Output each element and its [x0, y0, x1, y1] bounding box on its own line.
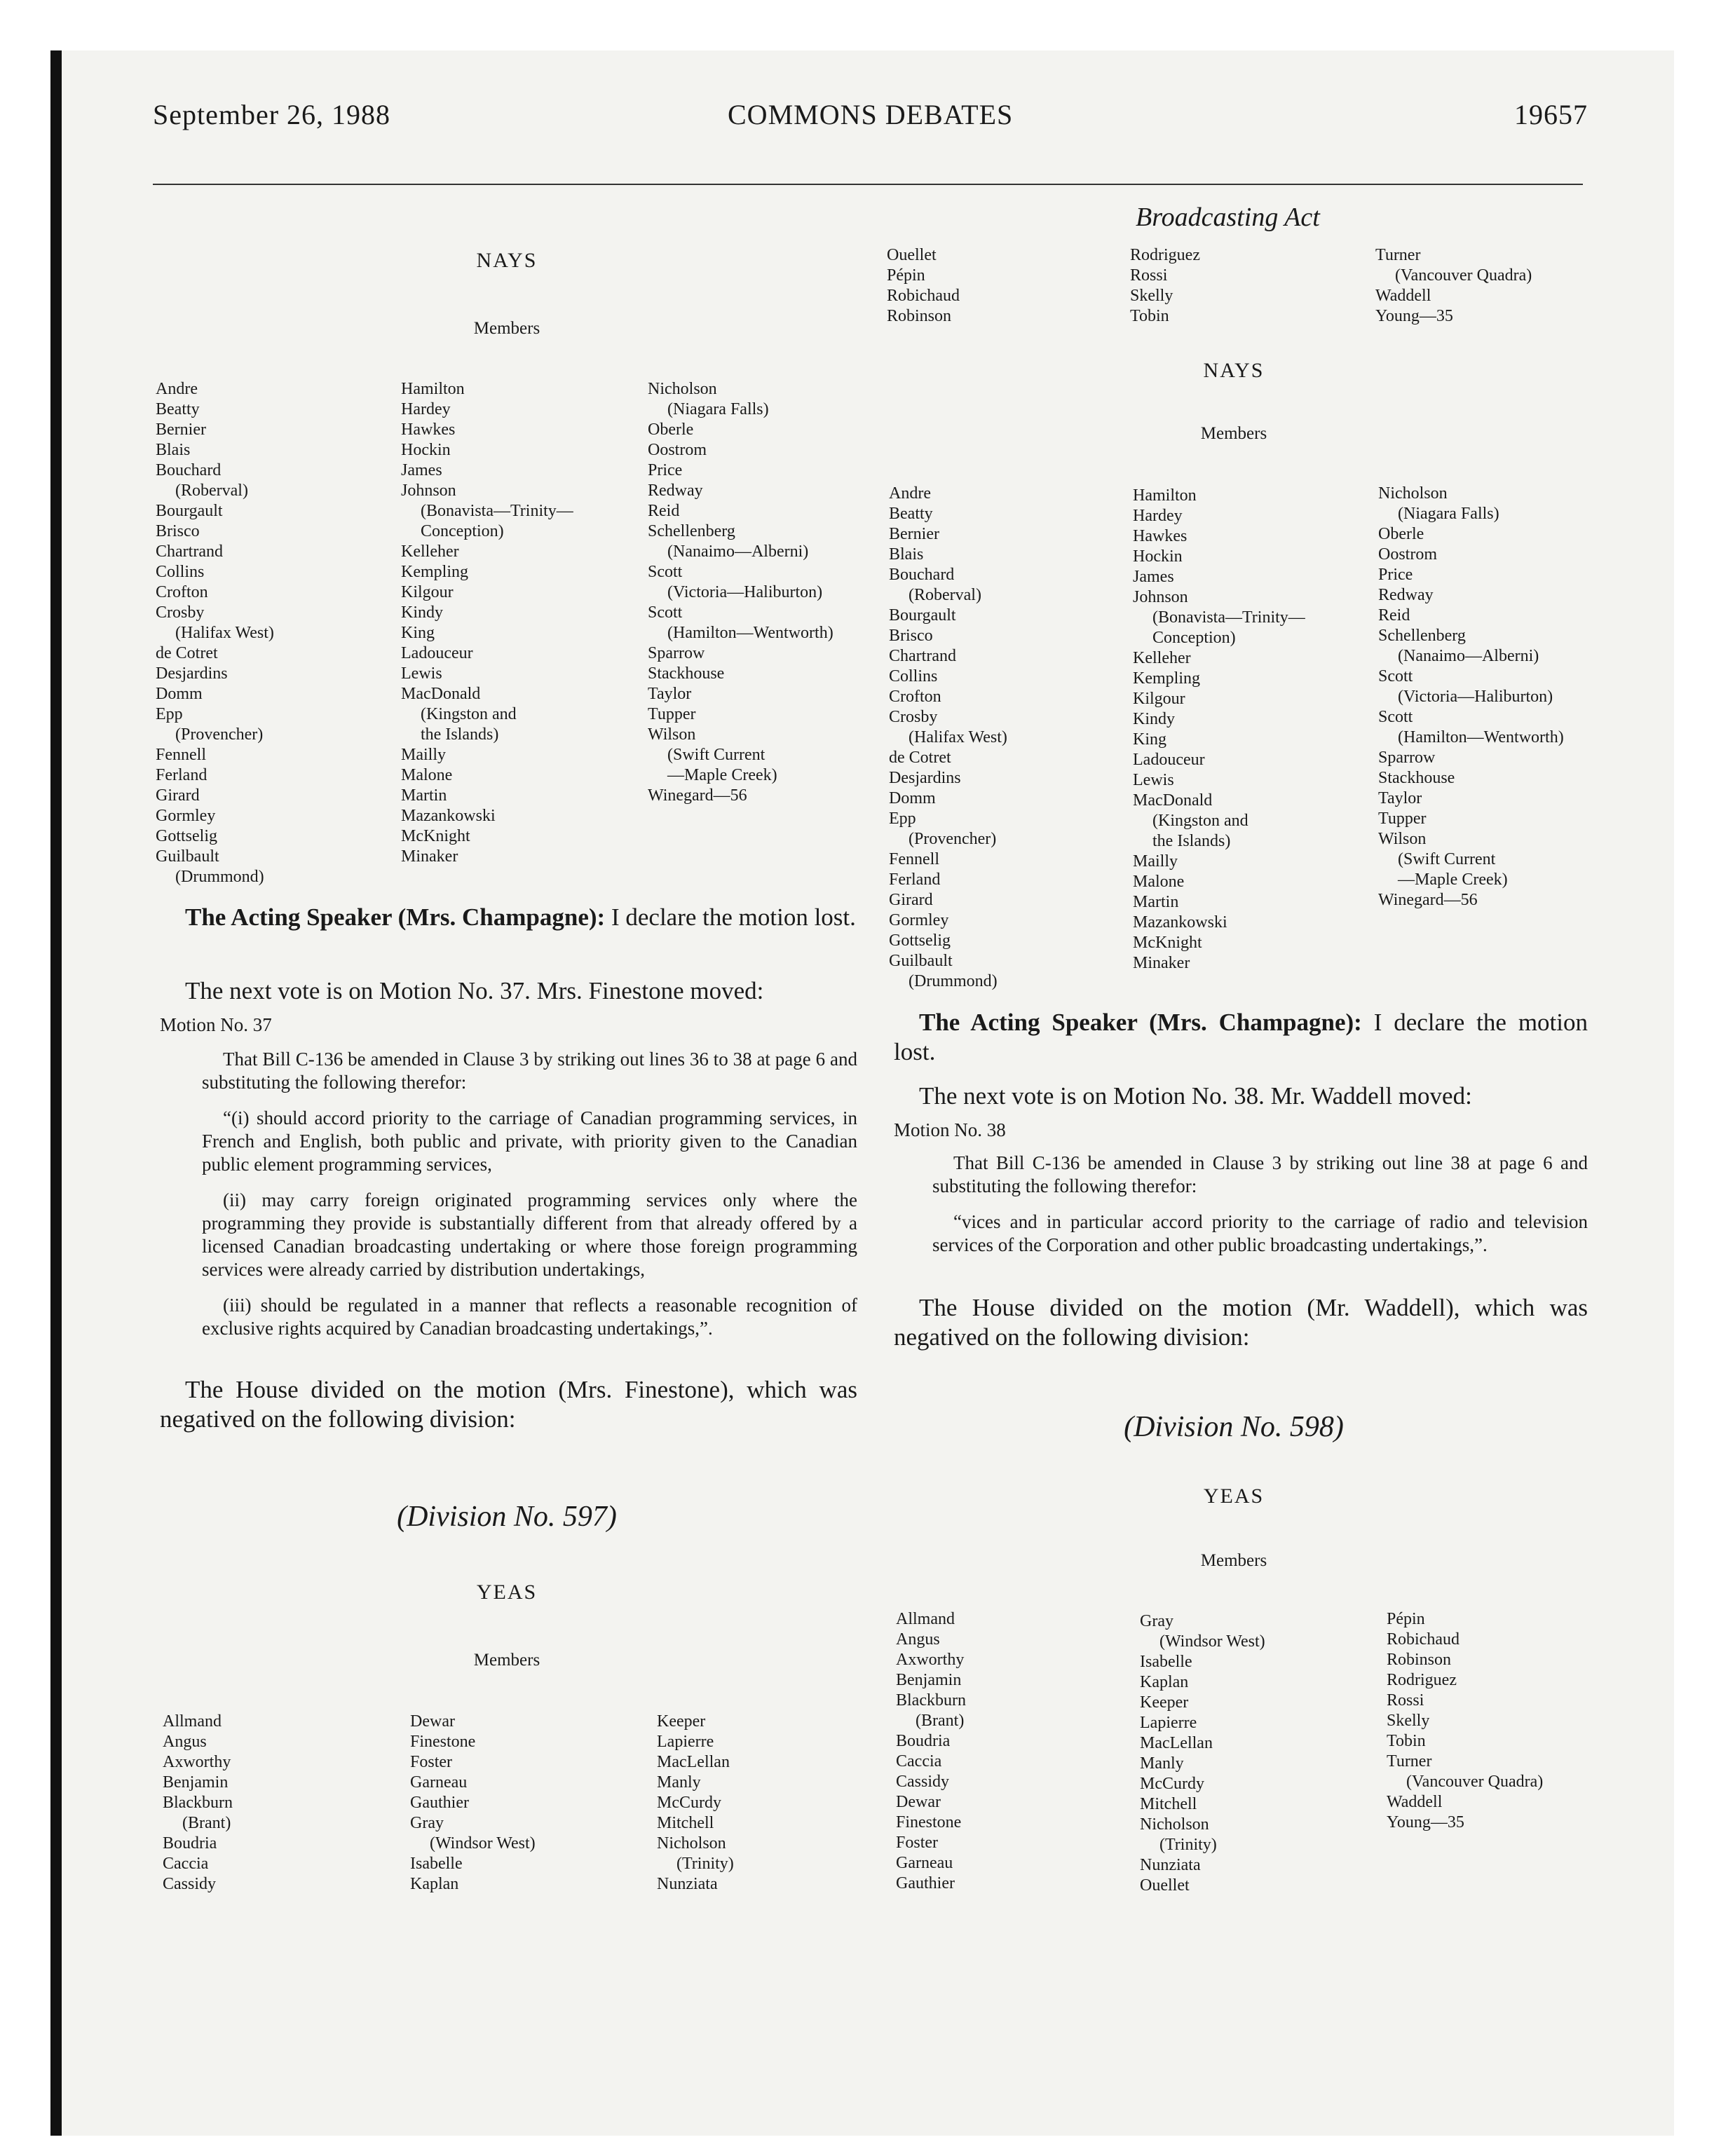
member-name: Lewis [1133, 771, 1174, 789]
member-name: Bourgault [889, 606, 956, 625]
right-yeas-column-1 [896, 1609, 966, 1894]
member-name: Crosby [156, 603, 205, 622]
member-name: Hamilton [1133, 486, 1197, 505]
member-name: (Kingston and [421, 705, 517, 723]
member-name: Garneau [896, 1854, 953, 1872]
member-name: Taylor [648, 685, 692, 703]
right-yeas-heading: YEAS [1203, 1485, 1265, 1508]
member-name: Mailly [1133, 852, 1178, 871]
member-name: Stackhouse [648, 664, 725, 683]
member-name: Gormley [889, 911, 949, 929]
member-name: (Vancouver Quadra) [1395, 266, 1532, 285]
right-next-vote: The next vote is on Motion No. 38. Mr. Waddell moved: [919, 1082, 1472, 1110]
left-speaker-paragraph [160, 903, 857, 932]
left-house-divided: The House divided on the motion (Mrs. Finestone), which was negatived on the following division: [160, 1376, 857, 1433]
member-name: Waddell [1375, 287, 1431, 305]
left-motion-label: Motion No. 37 [160, 1014, 272, 1035]
member-name: Fennell [889, 850, 939, 868]
member-name: Skelly [1387, 1712, 1430, 1730]
member-name: Martin [1133, 893, 1179, 911]
member-name: Oostrom [1378, 545, 1437, 564]
member-name: MacLellan [657, 1753, 730, 1771]
member-name: Nicholson [1378, 484, 1448, 503]
member-name: Kaplan [1140, 1673, 1189, 1691]
right-nays-column-2 [1133, 486, 1305, 974]
left-speaker-name: The Acting Speaker (Mrs. Champagne): [185, 903, 606, 931]
member-name: Lapierre [657, 1733, 714, 1751]
member-name: (Halifax West) [175, 624, 274, 642]
member-name: (Brant) [916, 1712, 965, 1730]
member-name: Blackburn [896, 1691, 966, 1710]
member-name: —Maple Creek) [667, 766, 777, 784]
member-name: Ferland [889, 871, 941, 889]
member-name: Young—35 [1387, 1813, 1464, 1831]
member-name: Gray [1140, 1612, 1173, 1630]
member-name: Gray [410, 1814, 444, 1832]
member-name: (Victoria—Haliburton) [1398, 688, 1553, 706]
member-name: Sparrow [648, 644, 705, 662]
member-name: Kempling [1133, 669, 1200, 688]
member-name: Tobin [1130, 307, 1169, 325]
member-name: Kaplan [410, 1875, 459, 1893]
member-name: McKnight [1133, 934, 1202, 952]
member-name: Isabelle [1140, 1653, 1192, 1671]
member-name: Scott [1378, 667, 1413, 685]
member-name: Garneau [410, 1773, 468, 1792]
right-house-divided: The House divided on the motion (Mr. Waddell), which was negatived on the following division: [894, 1294, 1588, 1351]
member-name: Wilson [648, 725, 696, 744]
left-motion-clause-2: (ii) may carry foreign originated programming services only where the programming they provide is substantially different from that already offered by a licensed Canadian broadcasting undertaking or where those foreign programming services were already carried by distribution undertakings, [202, 1189, 857, 1280]
member-name: Redway [1378, 586, 1434, 604]
member-name: Tupper [648, 705, 696, 723]
member-name: Chartrand [889, 647, 956, 665]
member-name: Benjamin [163, 1773, 229, 1792]
left-motion-clause-3: (iii) should be regulated in a manner that reflects a reasonable recognition of exclusive rights acquired by Canadian broadcasting undertakings,”. [202, 1295, 857, 1339]
right-motion-label: Motion No. 38 [894, 1119, 1006, 1140]
member-name: (Trinity) [676, 1855, 734, 1873]
member-name: Gottselig [889, 932, 951, 950]
member-name: Mazankowski [1133, 913, 1227, 932]
member-name: MacDonald [401, 685, 481, 703]
member-name: Brisco [889, 627, 933, 645]
member-name: Caccia [896, 1752, 942, 1770]
member-name: Hockin [1133, 547, 1183, 566]
member-name: (Niagara Falls) [667, 400, 769, 418]
member-name: (Vancouver Quadra) [1406, 1773, 1544, 1791]
member-name: Kilgour [1133, 690, 1185, 708]
member-name: Manly [1140, 1754, 1184, 1773]
member-name: Schellenberg [1378, 627, 1466, 645]
member-name: Dewar [410, 1712, 455, 1731]
member-name: Guilbault [889, 952, 953, 970]
member-name: Martin [401, 786, 447, 805]
member-name: Blais [156, 441, 191, 459]
member-name: Price [648, 461, 683, 479]
member-name: Epp [156, 705, 183, 723]
left-motion-text [202, 1048, 857, 1353]
member-name: Mitchell [657, 1814, 714, 1832]
member-name: (Bonavista—Trinity— [1152, 608, 1305, 627]
member-name: Oostrom [648, 441, 707, 459]
member-name: Robinson [887, 307, 952, 325]
member-name: Hawkes [401, 421, 456, 439]
member-name: Ferland [156, 766, 207, 784]
member-name: Minaker [401, 847, 458, 866]
member-name: Angus [896, 1630, 940, 1649]
member-name: Axworthy [896, 1651, 965, 1669]
member-name: Beatty [156, 400, 200, 418]
member-name: Finestone [410, 1733, 476, 1751]
member-name: (Hamilton—Wentworth) [667, 624, 834, 642]
member-name: Bernier [889, 525, 939, 543]
member-name: Collins [156, 563, 205, 581]
member-name: (Windsor West) [1159, 1632, 1265, 1651]
right-yeas-column-2 [1140, 1611, 1265, 1896]
left-yeas-members-label: Members [473, 1651, 540, 1670]
right-motion-clause-1: “vices and in particular accord priority to the carriage of radio and television services of the Corporation and other public broadcasting undertakings,”. [932, 1211, 1588, 1255]
member-name: Ladouceur [1133, 751, 1205, 769]
member-name: Scott [648, 603, 683, 622]
right-motion-text [932, 1152, 1588, 1269]
member-name: (Brant) [182, 1814, 231, 1832]
member-name: Kempling [401, 563, 468, 581]
header-date: September 26, 1988 [153, 99, 391, 130]
member-name: (Niagara Falls) [1398, 505, 1499, 523]
header-page-number: 19657 [1514, 99, 1588, 130]
left-motion-clause-1: “(i) should accord priority to the carriage of Canadian programming services, in French and English, both public and private, with priority given to the Canadian public element programming services, [202, 1107, 857, 1175]
member-name: Waddell [1387, 1793, 1443, 1811]
member-name: Foster [410, 1753, 452, 1771]
member-name: Andre [889, 484, 931, 503]
member-name: de Cotret [156, 644, 218, 662]
member-name: Young—35 [1375, 307, 1453, 325]
member-name: Reid [648, 502, 680, 520]
member-name: Minaker [1133, 954, 1190, 972]
member-name: Reid [1378, 606, 1410, 625]
member-name: McCurdy [657, 1794, 721, 1812]
header-publication: COMMONS DEBATES [728, 99, 1014, 130]
right-speaker-text: I declare the motion lost. [894, 1009, 1588, 1065]
member-name: Hardey [401, 400, 451, 418]
member-name: Pépin [1387, 1610, 1425, 1628]
member-name: Gottselig [156, 827, 217, 845]
member-name: Oberle [648, 421, 694, 439]
right-top-column-1 [887, 245, 960, 327]
member-name: Schellenberg [648, 522, 735, 540]
member-name: Lapierre [1140, 1714, 1197, 1732]
member-name: de Cotret [889, 749, 951, 767]
member-name: Boudria [163, 1834, 217, 1853]
left-nays-members-label: Members [473, 319, 540, 338]
member-name: Dewar [896, 1793, 941, 1811]
left-nays-column-3 [648, 379, 834, 806]
member-name: Crofton [156, 583, 208, 601]
member-name: Fennell [156, 746, 206, 764]
member-name: Scott [648, 563, 683, 581]
member-name: the Islands) [1152, 832, 1231, 850]
left-motion-intro: That Bill C-136 be amended in Clause 3 by striking out lines 36 to 38 at page 6 and substituting the following therefor: [202, 1049, 857, 1093]
member-name: Tupper [1378, 810, 1427, 828]
member-name: Beatty [889, 505, 933, 523]
right-nays-column-3 [1378, 484, 1564, 910]
member-name: (Swift Current [1398, 850, 1496, 868]
member-name: Robinson [1387, 1651, 1452, 1669]
member-name: Foster [896, 1834, 938, 1852]
left-yeas-column-1 [163, 1712, 233, 1895]
member-name: Rodriguez [1387, 1671, 1457, 1689]
left-division-number: (Division No. 597) [397, 1501, 617, 1533]
left-next-vote: The next vote is on Motion No. 37. Mrs. Finestone moved: [185, 977, 764, 1004]
member-name: (Hamilton—Wentworth) [1398, 728, 1564, 746]
member-name: Pépin [887, 266, 925, 285]
member-name: Andre [156, 380, 198, 398]
member-name: James [1133, 568, 1174, 586]
member-name: Benjamin [896, 1671, 962, 1689]
member-name: Hardey [1133, 507, 1183, 525]
member-name: Robichaud [1387, 1630, 1460, 1649]
member-name: Allmand [163, 1712, 222, 1731]
member-name: Nunziata [1140, 1856, 1201, 1874]
member-name: Skelly [1130, 287, 1173, 305]
member-name: (Roberval) [909, 586, 981, 604]
member-name: Collins [889, 667, 938, 685]
member-name: Blackburn [163, 1794, 233, 1812]
member-name: Winegard—56 [1378, 891, 1478, 909]
member-name: Wilson [1378, 830, 1427, 848]
member-name: Redway [648, 482, 703, 500]
right-nays-heading: NAYS [1203, 359, 1265, 382]
member-name: Desjardins [889, 769, 961, 787]
member-name: Malone [401, 766, 453, 784]
member-name: (Bonavista—Trinity— [421, 502, 573, 520]
member-name: Girard [889, 891, 933, 909]
member-name: James [401, 461, 442, 479]
member-name: Keeper [657, 1712, 706, 1731]
member-name: Axworthy [163, 1753, 231, 1771]
member-name: Kilgour [401, 583, 454, 601]
member-name: Allmand [896, 1610, 955, 1628]
member-name: Hawkes [1133, 527, 1188, 545]
member-name: Conception) [1152, 629, 1236, 647]
member-name: Scott [1378, 708, 1413, 726]
member-name: Boudria [896, 1732, 951, 1750]
member-name: Rossi [1130, 266, 1168, 285]
member-name: (Roberval) [175, 482, 248, 500]
right-motion-intro: That Bill C-136 be amended in Clause 3 by striking out line 38 at page 6 and substituting the following therefor: [932, 1152, 1588, 1196]
member-name: Gauthier [896, 1874, 955, 1892]
left-yeas-column-3 [657, 1712, 734, 1895]
member-name: Kelleher [401, 543, 459, 561]
right-speaker-name: The Acting Speaker (Mrs. Champagne): [919, 1009, 1362, 1036]
right-division-number: (Division No. 598) [1124, 1411, 1344, 1443]
member-name: Cassidy [896, 1773, 950, 1791]
member-name: Sparrow [1378, 749, 1436, 767]
member-name: Johnson [1133, 588, 1188, 606]
member-name: Keeper [1140, 1693, 1189, 1712]
member-name: Kindy [1133, 710, 1175, 728]
member-name: Manly [657, 1773, 701, 1792]
member-name: Tobin [1387, 1732, 1426, 1750]
header-rule [153, 184, 1583, 185]
member-name: Ouellet [887, 246, 937, 264]
member-name: the Islands) [421, 725, 499, 744]
member-name: Blais [889, 545, 924, 564]
member-name: MacDonald [1133, 791, 1213, 810]
left-nays-column-1 [156, 379, 274, 887]
member-name: Bouchard [156, 461, 222, 479]
member-name: Angus [163, 1733, 207, 1751]
member-name: Stackhouse [1378, 769, 1455, 787]
member-name: Chartrand [156, 543, 223, 561]
member-name: Rodriguez [1130, 246, 1200, 264]
member-name: Hockin [401, 441, 451, 459]
member-name: Price [1378, 566, 1413, 584]
member-name: Caccia [163, 1855, 209, 1873]
right-top-column-2 [1130, 245, 1200, 327]
member-name: King [1133, 730, 1166, 749]
right-speaker-paragraph [894, 1008, 1588, 1067]
member-name: (Windsor West) [430, 1834, 536, 1853]
member-name: Mitchell [1140, 1795, 1197, 1813]
member-name: —Maple Creek) [1398, 871, 1508, 889]
member-name: Crofton [889, 688, 941, 706]
right-nays-members-label: Members [1200, 424, 1267, 443]
member-name: MacLellan [1140, 1734, 1213, 1752]
member-name: Finestone [896, 1813, 962, 1831]
member-name: Rossi [1387, 1691, 1424, 1710]
member-name: (Provencher) [175, 725, 264, 744]
member-name: Oberle [1378, 525, 1424, 543]
member-name: Bourgault [156, 502, 223, 520]
member-name: Lewis [401, 664, 442, 683]
member-name: Desjardins [156, 664, 228, 683]
member-name: McKnight [401, 827, 470, 845]
member-name: Bernier [156, 421, 206, 439]
left-nays-heading: NAYS [476, 249, 538, 272]
member-name: Winegard—56 [648, 786, 747, 805]
left-speaker-text: I declare the motion lost. [611, 903, 856, 931]
member-name: Crosby [889, 708, 938, 726]
left-nays-column-2 [401, 379, 573, 867]
member-name: Kindy [401, 603, 443, 622]
member-name: Mazankowski [401, 807, 496, 825]
member-name: (Kingston and [1152, 812, 1248, 830]
member-name: Domm [889, 789, 936, 807]
member-name: Domm [156, 685, 203, 703]
member-name: Robichaud [887, 287, 960, 305]
member-name: Isabelle [410, 1855, 463, 1873]
member-name: Hamilton [401, 380, 465, 398]
member-name: McCurdy [1140, 1775, 1204, 1793]
right-yeas-members-label: Members [1200, 1551, 1267, 1570]
member-name: Cassidy [163, 1875, 217, 1893]
member-name: Malone [1133, 873, 1185, 891]
member-name: Nicholson [648, 380, 717, 398]
member-name: Turner [1375, 246, 1421, 264]
scan-edge [50, 50, 62, 2136]
member-name: (Drummond) [909, 972, 998, 990]
member-name: Epp [889, 810, 916, 828]
member-name: Guilbault [156, 847, 219, 866]
member-name: (Halifax West) [909, 728, 1007, 746]
member-name: Girard [156, 786, 200, 805]
right-yeas-column-3 [1387, 1609, 1543, 1833]
member-name: (Nanaimo—Alberni) [1398, 647, 1539, 665]
member-name: Nicholson [657, 1834, 726, 1853]
member-name: (Victoria—Haliburton) [667, 583, 823, 601]
left-yeas-column-2 [410, 1712, 536, 1895]
member-name: Taylor [1378, 789, 1422, 807]
member-name: Gauthier [410, 1794, 469, 1812]
member-name: (Swift Current [667, 746, 766, 764]
right-nays-column-1 [889, 484, 1007, 992]
member-name: Gormley [156, 807, 216, 825]
member-name: Ladouceur [401, 644, 473, 662]
member-name: Johnson [401, 482, 456, 500]
member-name: Brisco [156, 522, 200, 540]
member-name: Ouellet [1140, 1876, 1190, 1895]
member-name: (Trinity) [1159, 1836, 1217, 1854]
member-name: Conception) [421, 522, 504, 540]
member-name: Mailly [401, 746, 446, 764]
member-name: (Provencher) [909, 830, 997, 848]
member-name: King [401, 624, 435, 642]
section-title: Broadcasting Act [1136, 203, 1320, 232]
right-top-column-3 [1375, 245, 1532, 327]
member-name: Turner [1387, 1752, 1432, 1770]
member-name: (Drummond) [175, 868, 264, 886]
member-name: Bouchard [889, 566, 955, 584]
member-name: Kelleher [1133, 649, 1191, 667]
left-yeas-heading: YEAS [476, 1581, 538, 1604]
member-name: Nunziata [657, 1875, 718, 1893]
member-name: Nicholson [1140, 1815, 1209, 1834]
member-name: (Nanaimo—Alberni) [667, 543, 809, 561]
